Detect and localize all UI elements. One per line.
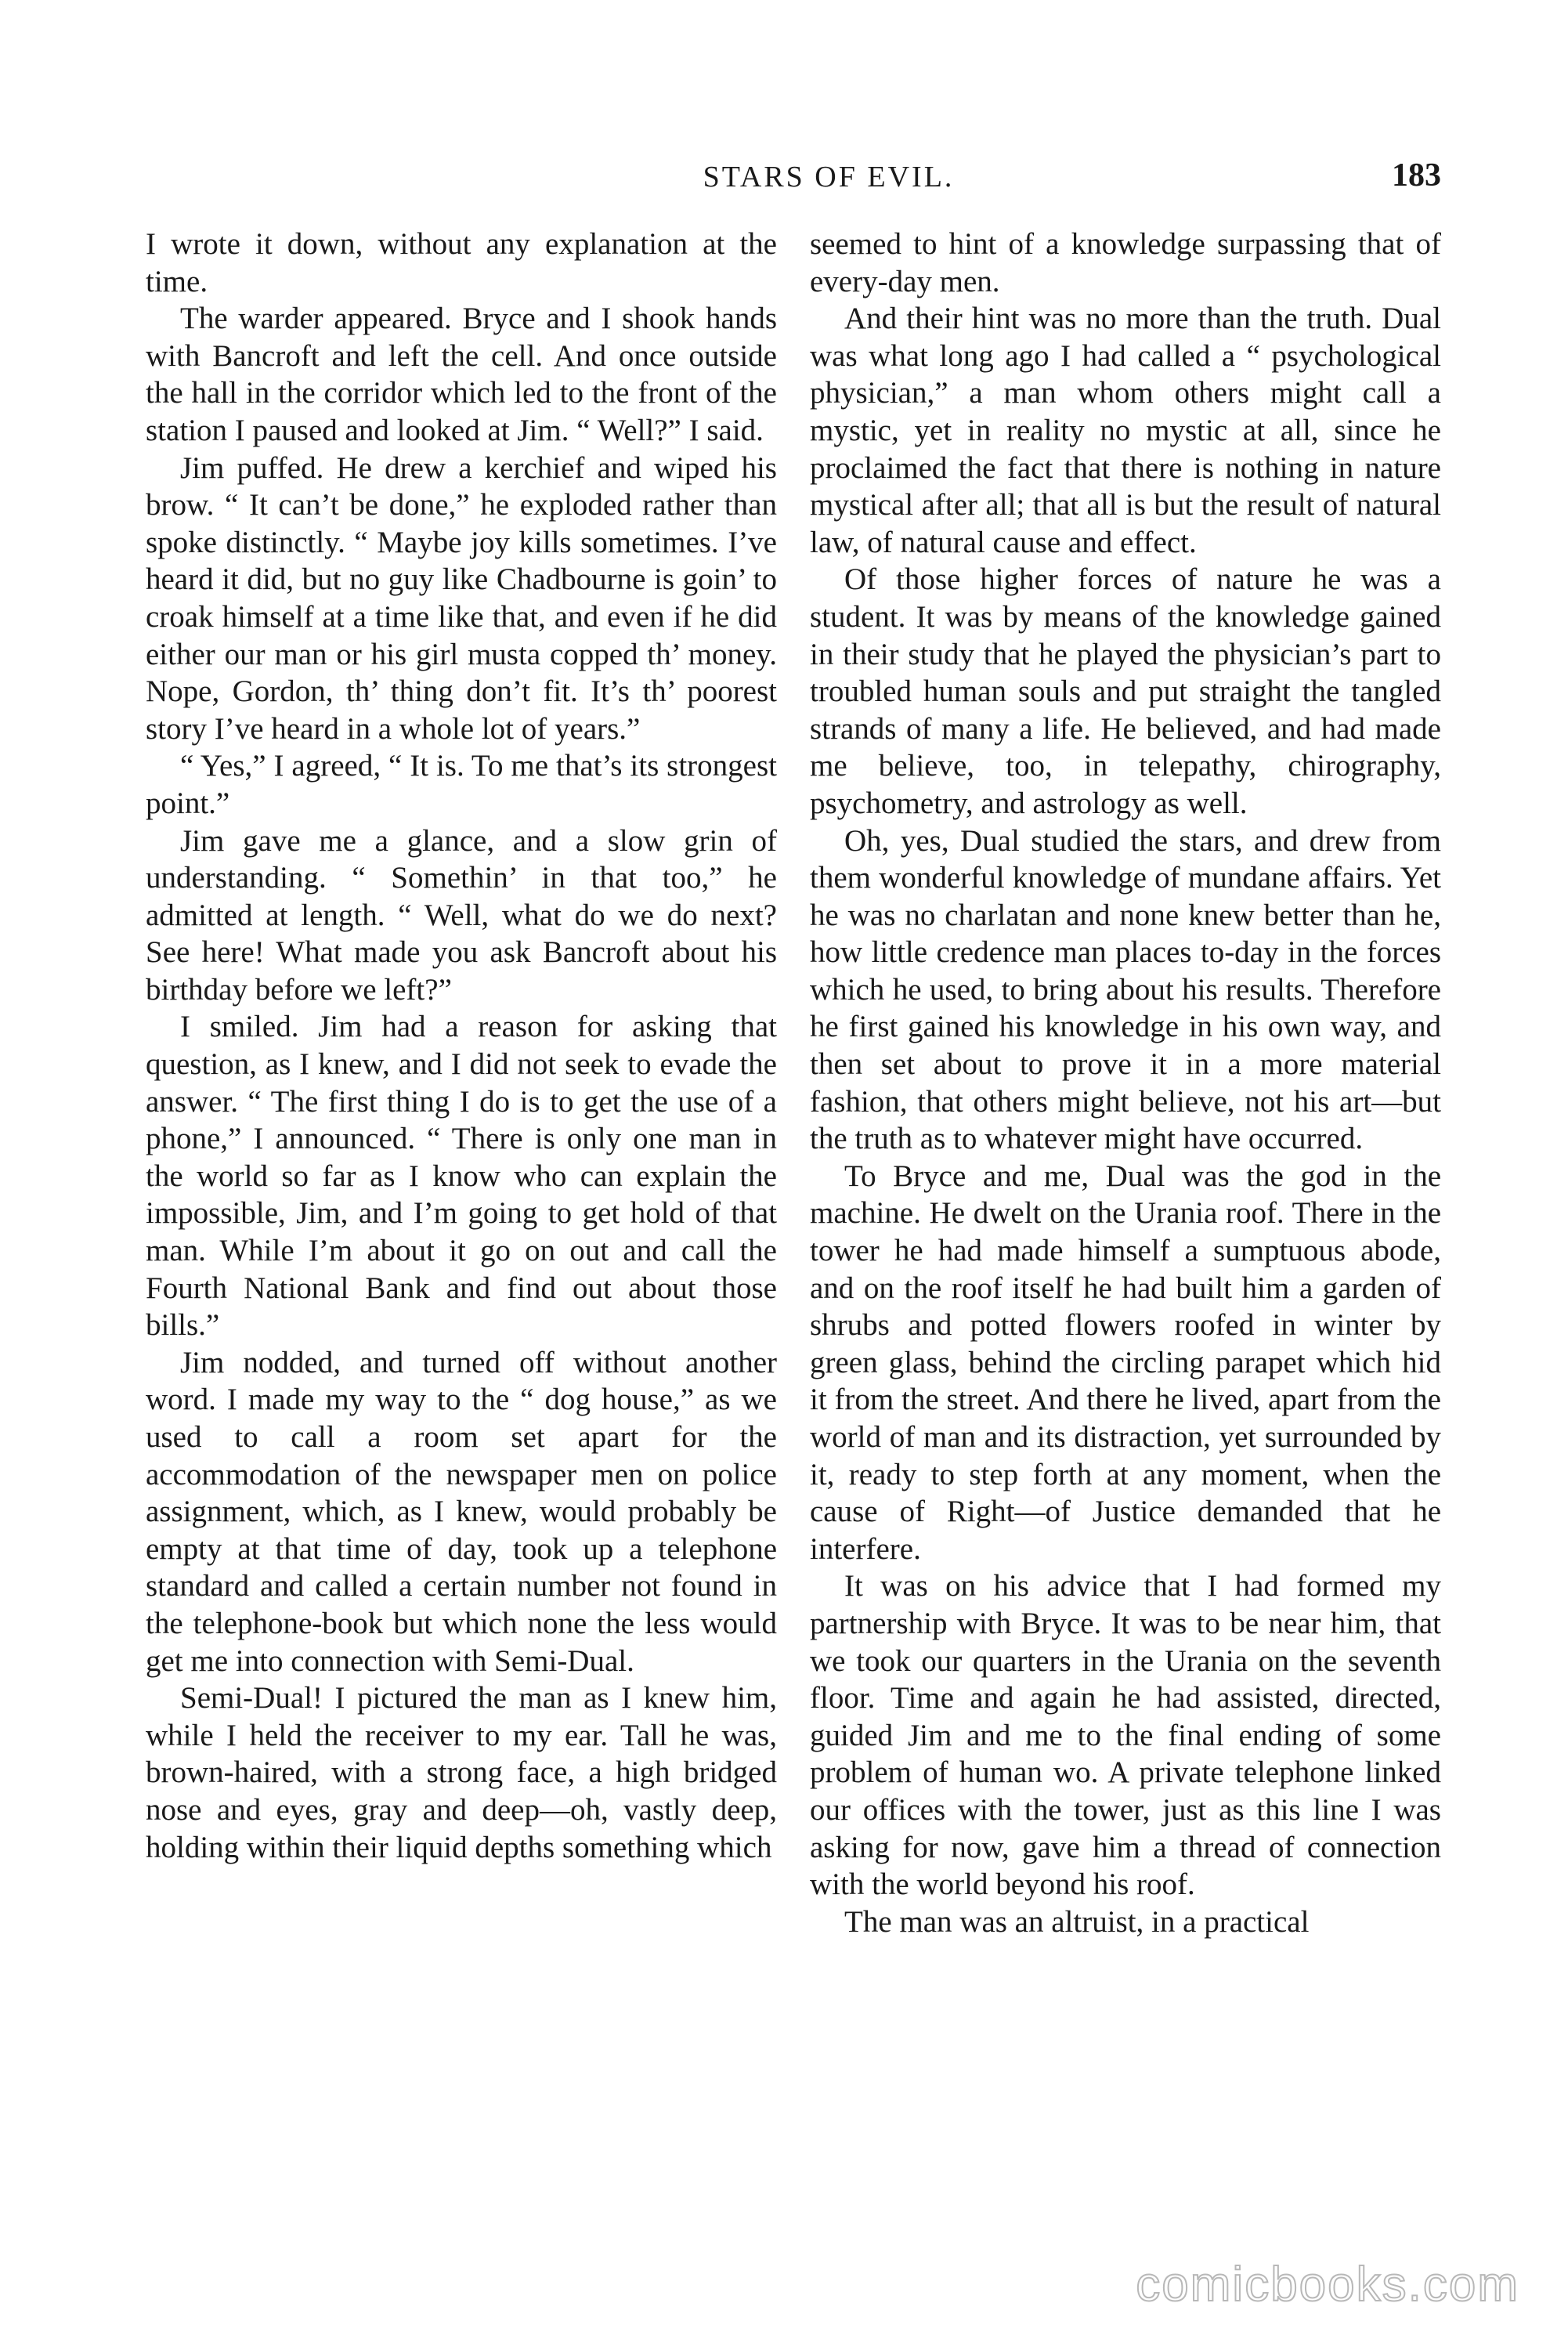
paragraph: Semi-Dual! I pictured the man as I knew him, while I held the receiver to my ear. Tall he was, brown-haired, with a strong face, a high bridged nose and eyes, gray and deep—oh, vastly deep, holding within their liquid depths something which: [146, 1681, 777, 1864]
paragraph: Jim nodded, and turned off without another word. I made my way to the “ dog house,” as we used to call a room set apart for the accommodation of the newspaper men on police assignment, which, as I knew, would probably be empty at that time of day, took up a telephone standard and called a certain number not found in the telephone-book but which none the less would get me into connection with Semi-Dual.: [146, 1345, 777, 1678]
paragraph: And their hint was no more than the truth. Dual was what long ago I had called a “ psychological physician,” a man whom others might call a mystic, yet in reality no mystic at all, since he proclaimed the fact that there is nothing in nature mystical after all; that all is but the result of natural law, of natural cause and effect.: [810, 302, 1441, 559]
paragraph: Jim puffed. He drew a kerchief and wiped his brow. “ It can’t be done,” he exploded rather than spoke distinctly. “ Maybe joy kills sometimes. I’ve heard it did, but no guy like Chadbourne is goin’ to croak himself at a time like that, and even if he did either our man or his girl musta copped th’ money. Nope, Gordon, th’ thing don’t fit. It’s th’ poorest story I’ve heard in a whole lot of years.”: [146, 450, 777, 746]
site-watermark: comicbooks.com: [1136, 2258, 1519, 2312]
left-column: [146, 226, 777, 1866]
paragraph: I smiled. Jim had a reason for asking that question, as I knew, and I did not seek to evade the answer. “ The first thing I do is to get the use of a phone,” I announced. “ There is only one man in the world so far as I know who can explain the impossible, Jim, and I’m going to get hold of that man. While I’m about it go on out and call the Fourth National Bank and find out about those bills.”: [146, 1010, 777, 1343]
right-column: [810, 226, 1441, 1940]
paragraph: The man was an altruist, in a practical: [844, 1904, 1310, 1939]
running-title: STARS OF EVIL.: [703, 161, 955, 193]
paragraph: The warder appeared. Bryce and I shook hands with Bancroft and left the cell. And once outside the hall in the corridor which led to the front of the station I paused and looked at Jim. “ Well?” I said.: [146, 302, 777, 447]
paragraph: “ Yes,” I agreed, “ It is. To me that’s its strongest point.”: [146, 749, 777, 820]
page-number: 183: [1392, 157, 1441, 193]
paragraph: It was on his advice that I had formed my partnership with Bryce. It was to be near him, that we took our quarters in the Urania on the seventh floor. Time and again he had assisted, directed, guided Jim and me to the final ending of some problem of human wo. A private telephone linked our offices with the tower, just as this line I was asking for now, gave him a thread of connection with the world beyond his roof.: [810, 1569, 1441, 1902]
running-head: [146, 154, 1441, 201]
paragraph: Oh, yes, Dual studied the stars, and drew from them wonderful knowledge of mundane affairs. Yet he was no charlatan and none knew better than he, how little credence man places to-day in the forces which he used, to bring about his results. Therefore he first gained his knowledge in his own way, and then set about to prove it in a more material fashion, that others might believe, not his art—but the truth as to whatever might have occurred.: [810, 823, 1441, 1156]
paragraph: seemed to hint of a knowledge surpassing that of every-day men.: [810, 227, 1441, 298]
paragraph: To Bryce and me, Dual was the god in the machine. He dwelt on the Urania roof. There in the tower he had made himself a sumptuous abode, and on the roof itself he had built him a garden of shrubs and potted flowers roofed in winter by green glass, behind the circling parapet which hid it from the street. And there he lived, apart from the world of man and its distraction, yet surrounded by it, ready to step forth at any moment, when the cause of Right—of Justice demanded that he interfere.: [810, 1159, 1441, 1566]
paragraph: Jim gave me a glance, and a slow grin of understanding. “ Somethin’ in that too,” he admitted at length. “ Well, what do we do next? See here! What made you ask Bancroft about his birthday before we left?”: [146, 823, 777, 1007]
paragraph: Of those higher forces of nature he was a student. It was by means of the knowledge gained in their study that he played the physician’s part to troubled human souls and put straight the tangled strands of many a life. He believed, and had made me believe, too, in telepathy, chirography, psychometry, and astrology as well.: [810, 562, 1441, 820]
paragraph: I wrote it down, without any explanation at the time.: [146, 227, 777, 298]
